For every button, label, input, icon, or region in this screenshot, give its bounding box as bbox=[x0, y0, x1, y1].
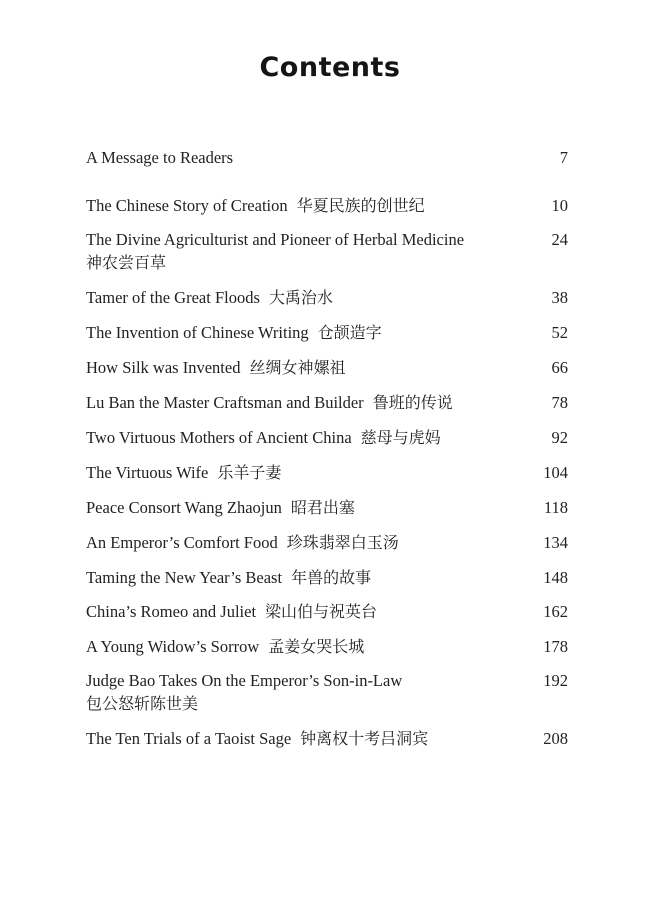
entry-page-number: 92 bbox=[551, 428, 568, 447]
toc-entry-message-to-readers[interactable] bbox=[86, 146, 568, 169]
entry-title-english: The Virtuous Wife bbox=[86, 463, 209, 482]
entry-page-number: 162 bbox=[543, 602, 568, 621]
toc-entry-lu-ban[interactable] bbox=[86, 391, 568, 414]
entry-page-number: 66 bbox=[551, 358, 568, 377]
entry-title bbox=[86, 496, 506, 519]
entry-title bbox=[86, 321, 506, 344]
entry-title-english: Lu Ban the Master Craftsman and Builder bbox=[86, 393, 364, 412]
entry-page-number: 78 bbox=[551, 393, 568, 412]
entry-title-chinese: 钟离权十考吕洞宾 bbox=[300, 729, 429, 748]
toc-entry-great-floods[interactable] bbox=[86, 286, 568, 309]
toc-entry-chinese-writing[interactable] bbox=[86, 321, 568, 344]
entry-title bbox=[86, 727, 506, 750]
entry-page-number: 192 bbox=[543, 671, 568, 690]
entry-title-english: China’s Romeo and Juliet bbox=[86, 602, 257, 621]
toc-entry-comfort-food[interactable] bbox=[86, 531, 568, 554]
toc-entry-judge-bao[interactable] bbox=[86, 669, 568, 715]
entry-page-number: 7 bbox=[559, 148, 568, 167]
entry-page-number: 178 bbox=[543, 637, 568, 656]
entry-title bbox=[86, 669, 506, 715]
entry-title-english: Judge Bao Takes On the Emperor’s Son-in-Law bbox=[86, 671, 403, 690]
entry-title-chinese: 包公怒斩陈世美 bbox=[86, 694, 199, 713]
entry-title-chinese: 昭君出塞 bbox=[290, 498, 355, 517]
entry-title bbox=[86, 531, 506, 554]
entry-title bbox=[86, 228, 506, 274]
toc-entry-silk-invented[interactable] bbox=[86, 356, 568, 379]
entry-title-chinese: 丝绸女神嫘祖 bbox=[249, 358, 346, 377]
toc-entry-chinese-creation[interactable] bbox=[86, 194, 568, 217]
toc-entry-virtuous-mothers[interactable] bbox=[86, 426, 568, 449]
entry-title-english: The Ten Trials of a Taoist Sage bbox=[86, 729, 292, 748]
entry-title-chinese: 珍珠翡翠白玉汤 bbox=[286, 533, 399, 552]
entry-title-chinese: 仓颉造字 bbox=[317, 323, 382, 342]
entry-title-english: An Emperor’s Comfort Food bbox=[86, 533, 278, 552]
entry-title-chinese: 年兽的故事 bbox=[291, 568, 372, 587]
entry-page-number: 10 bbox=[551, 196, 568, 215]
entry-title-chinese: 鲁班的传说 bbox=[372, 393, 453, 412]
entry-title bbox=[86, 286, 506, 309]
entry-title bbox=[86, 356, 506, 379]
toc-entry-new-years-beast[interactable] bbox=[86, 566, 568, 589]
entry-title-chinese: 神农尝百草 bbox=[86, 253, 167, 272]
entry-title-english: A Message to Readers bbox=[86, 148, 234, 167]
entry-title-english: The Divine Agriculturist and Pioneer of Herbal Medicine bbox=[86, 230, 465, 249]
toc-entry-romeo-juliet[interactable] bbox=[86, 600, 568, 623]
entry-title bbox=[86, 635, 506, 658]
entry-title bbox=[86, 146, 506, 169]
toc-entry-virtuous-wife[interactable] bbox=[86, 461, 568, 484]
entry-title-english: How Silk was Invented bbox=[86, 358, 241, 377]
entry-page-number: 104 bbox=[543, 463, 568, 482]
entry-title-chinese: 孟姜女哭长城 bbox=[268, 637, 365, 656]
entry-page-number: 148 bbox=[543, 568, 568, 587]
entry-title-english: Two Virtuous Mothers of Ancient China bbox=[86, 428, 352, 447]
entry-title-chinese: 华夏民族的创世纪 bbox=[296, 196, 425, 215]
entry-title-chinese: 大禹治水 bbox=[268, 288, 333, 307]
entry-title-chinese: 乐羊子妻 bbox=[217, 463, 282, 482]
entry-page-number: 134 bbox=[543, 533, 568, 552]
toc-entry-wang-zhaojun[interactable] bbox=[86, 496, 568, 519]
entry-title bbox=[86, 600, 506, 623]
entry-title-english: The Chinese Story of Creation bbox=[86, 196, 288, 215]
entry-page-number: 38 bbox=[551, 288, 568, 307]
toc-entry-taoist-sage[interactable] bbox=[86, 727, 568, 750]
toc-entry-divine-agriculturist[interactable] bbox=[86, 228, 568, 274]
entry-title bbox=[86, 194, 506, 217]
entry-title bbox=[86, 566, 506, 589]
entry-page-number: 118 bbox=[543, 498, 568, 517]
entry-page-number: 24 bbox=[551, 230, 568, 249]
entry-title bbox=[86, 426, 506, 449]
entry-title-english: Tamer of the Great Floods bbox=[86, 288, 260, 307]
toc-entry-widows-sorrow[interactable] bbox=[86, 635, 568, 658]
entry-page-number: 208 bbox=[543, 729, 568, 748]
entry-title-english: A Young Widow’s Sorrow bbox=[86, 637, 260, 656]
entry-page-number: 52 bbox=[551, 323, 568, 342]
entry-title-english: Peace Consort Wang Zhaojun bbox=[86, 498, 282, 517]
entry-title-english: Taming the New Year’s Beast bbox=[86, 568, 283, 587]
entry-title-chinese: 慈母与虎妈 bbox=[360, 428, 441, 447]
entry-title bbox=[86, 461, 506, 484]
entry-title-english: The Invention of Chinese Writing bbox=[86, 323, 309, 342]
entry-title-chinese: 梁山伯与祝英台 bbox=[265, 602, 378, 621]
page-title: Contents bbox=[259, 52, 401, 83]
entry-title bbox=[86, 391, 506, 414]
